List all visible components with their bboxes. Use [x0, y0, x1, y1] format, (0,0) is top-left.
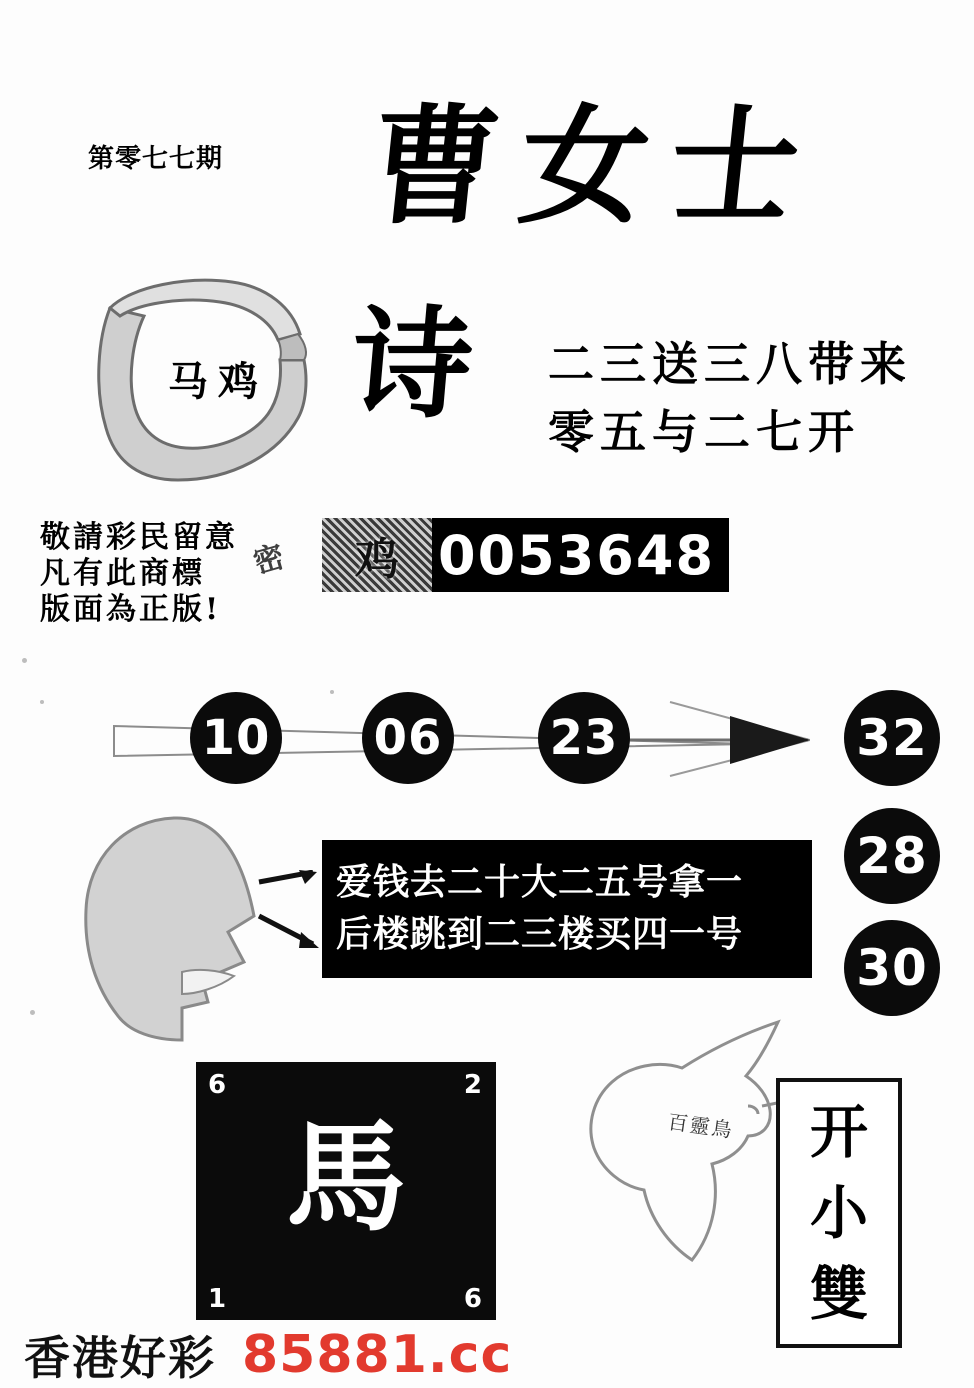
stamp-mark: 密	[249, 539, 289, 582]
notice-line-2: 凡有此商標	[40, 556, 205, 591]
noise-speck	[40, 700, 44, 704]
quote-box	[322, 840, 812, 978]
vertical-banner	[776, 1078, 902, 1348]
notice-text	[40, 520, 238, 628]
issue-label: 第零七七期	[88, 144, 224, 174]
code-bar	[322, 518, 729, 592]
card-corner-bottom-left: 1	[208, 1284, 227, 1314]
card-corner-top-left: 6	[208, 1070, 227, 1100]
horn-tag-left: 马	[168, 358, 218, 405]
zodiac-card	[196, 1062, 496, 1320]
code-label: 鸡	[322, 518, 432, 592]
site-url[interactable]: 85881.cc	[242, 1325, 513, 1385]
notice-line-3: 版面為正版!	[40, 592, 222, 627]
page-title: 曹女士	[362, 92, 829, 242]
banner-char-2: 小	[809, 1179, 868, 1247]
poem-heading: 诗	[345, 294, 479, 435]
number-ball: 10	[190, 692, 282, 784]
noise-speck	[30, 1010, 35, 1015]
arrow-pair-icon	[255, 870, 325, 960]
banner-char-3: 雙	[809, 1260, 868, 1328]
quote-line-2: 后楼跳到二三楼买四一号	[336, 913, 744, 955]
horn-tag-right: 鸡	[218, 358, 268, 405]
site-name: 香港好彩	[24, 1331, 216, 1385]
card-corner-top-right: 2	[463, 1070, 482, 1100]
number-ball: 32	[844, 690, 940, 786]
number-ball: 30	[844, 920, 940, 1016]
dove-icon	[572, 1010, 802, 1280]
quote-line-1: 爱钱去二十大二五号拿一	[336, 861, 744, 903]
poem-line-1: 二三送三八带来	[548, 337, 912, 391]
zodiac-character: 馬	[286, 1107, 406, 1248]
banner-char-1: 开	[809, 1098, 868, 1166]
noise-speck	[330, 690, 334, 694]
notice-line-1: 敬請彩民留意	[40, 520, 238, 555]
footer	[24, 1322, 512, 1388]
poem-lines	[548, 330, 912, 466]
horn-tags	[168, 350, 318, 407]
number-ball: 23	[538, 692, 630, 784]
noise-speck	[22, 658, 27, 663]
code-digits: 0053648	[432, 518, 729, 592]
number-ball: 06	[362, 692, 454, 784]
dove-label: 百靈鳥	[666, 1109, 736, 1143]
poem-line-2: 零五与二七开	[548, 405, 860, 459]
card-corner-bottom-right: 6	[463, 1284, 482, 1314]
number-ball: 28	[844, 808, 940, 904]
